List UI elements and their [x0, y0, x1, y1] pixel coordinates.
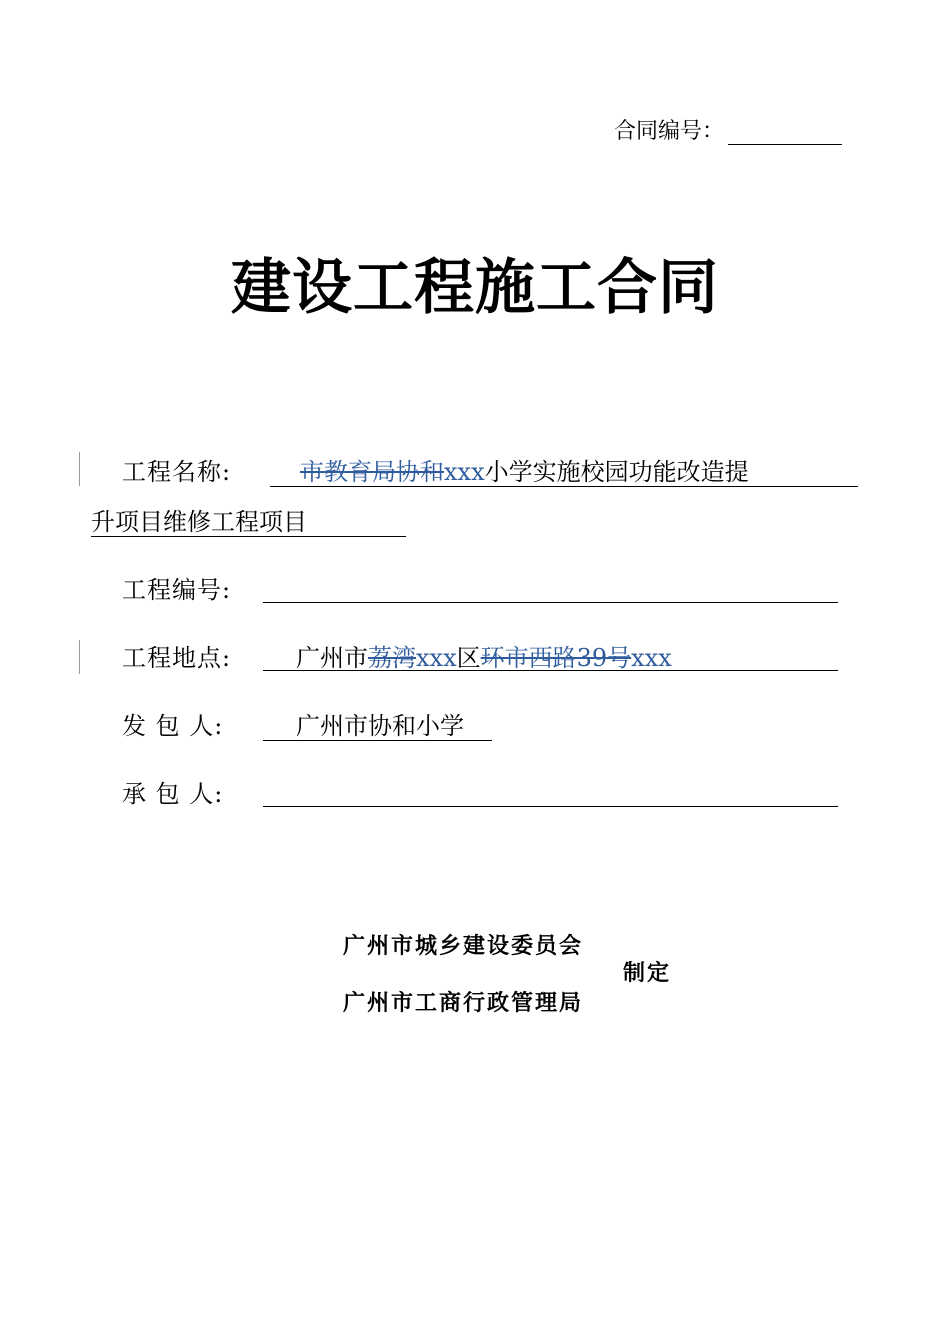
project-name-underline-2 [91, 536, 406, 537]
project-location-underline [263, 670, 838, 671]
contractor-blank[interactable] [263, 806, 838, 807]
contractor-row [122, 777, 262, 811]
issuer-made-label: 制定 [623, 961, 672, 986]
revision-change-bar [79, 452, 80, 486]
project-number-label: 工程编号: [122, 576, 232, 604]
project-number-blank[interactable] [263, 602, 838, 603]
employer-value[interactable]: 广州市协和小学 [296, 712, 464, 740]
revision-change-bar [79, 640, 80, 674]
contractor-label: 承 包 人: [122, 780, 224, 808]
deleted-text: 环市西路39号 [480, 644, 632, 672]
employer-underline [263, 740, 492, 741]
project-name-label: 工程名称: [122, 458, 232, 486]
deleted-text: 荔湾 [368, 644, 416, 672]
contract-number-label: 合同编号： [614, 119, 725, 144]
project-location-row [122, 641, 262, 675]
contract-number-blank[interactable] [728, 120, 842, 145]
project-number-row [122, 573, 262, 607]
issuer-construction-committee: 广州市城乡建设委员会 [343, 934, 584, 959]
employer-label: 发 包 人: [122, 712, 224, 740]
project-name-value-line2[interactable]: 升项目维修工程项目 [91, 508, 307, 536]
employer-row [122, 709, 262, 743]
deleted-text: 市教育局协和 [300, 458, 444, 486]
project-location-label: 工程地点: [122, 644, 232, 672]
project-name-row [122, 455, 262, 489]
issuer-commerce-bureau: 广州市工商行政管理局 [343, 991, 584, 1016]
inserted-text: xxx [631, 644, 672, 672]
project-location-value[interactable]: 广州市荔湾xxx区环市西路39号xxx [296, 644, 672, 672]
document-title: 建设工程施工合同 [231, 253, 719, 323]
inserted-text: xxx [416, 644, 457, 672]
project-name-value-line1[interactable]: 市教育局协和xxx小学实施校园功能改造提 [300, 458, 749, 486]
contract-number-field [614, 114, 842, 145]
inserted-text: xxx [444, 458, 485, 486]
